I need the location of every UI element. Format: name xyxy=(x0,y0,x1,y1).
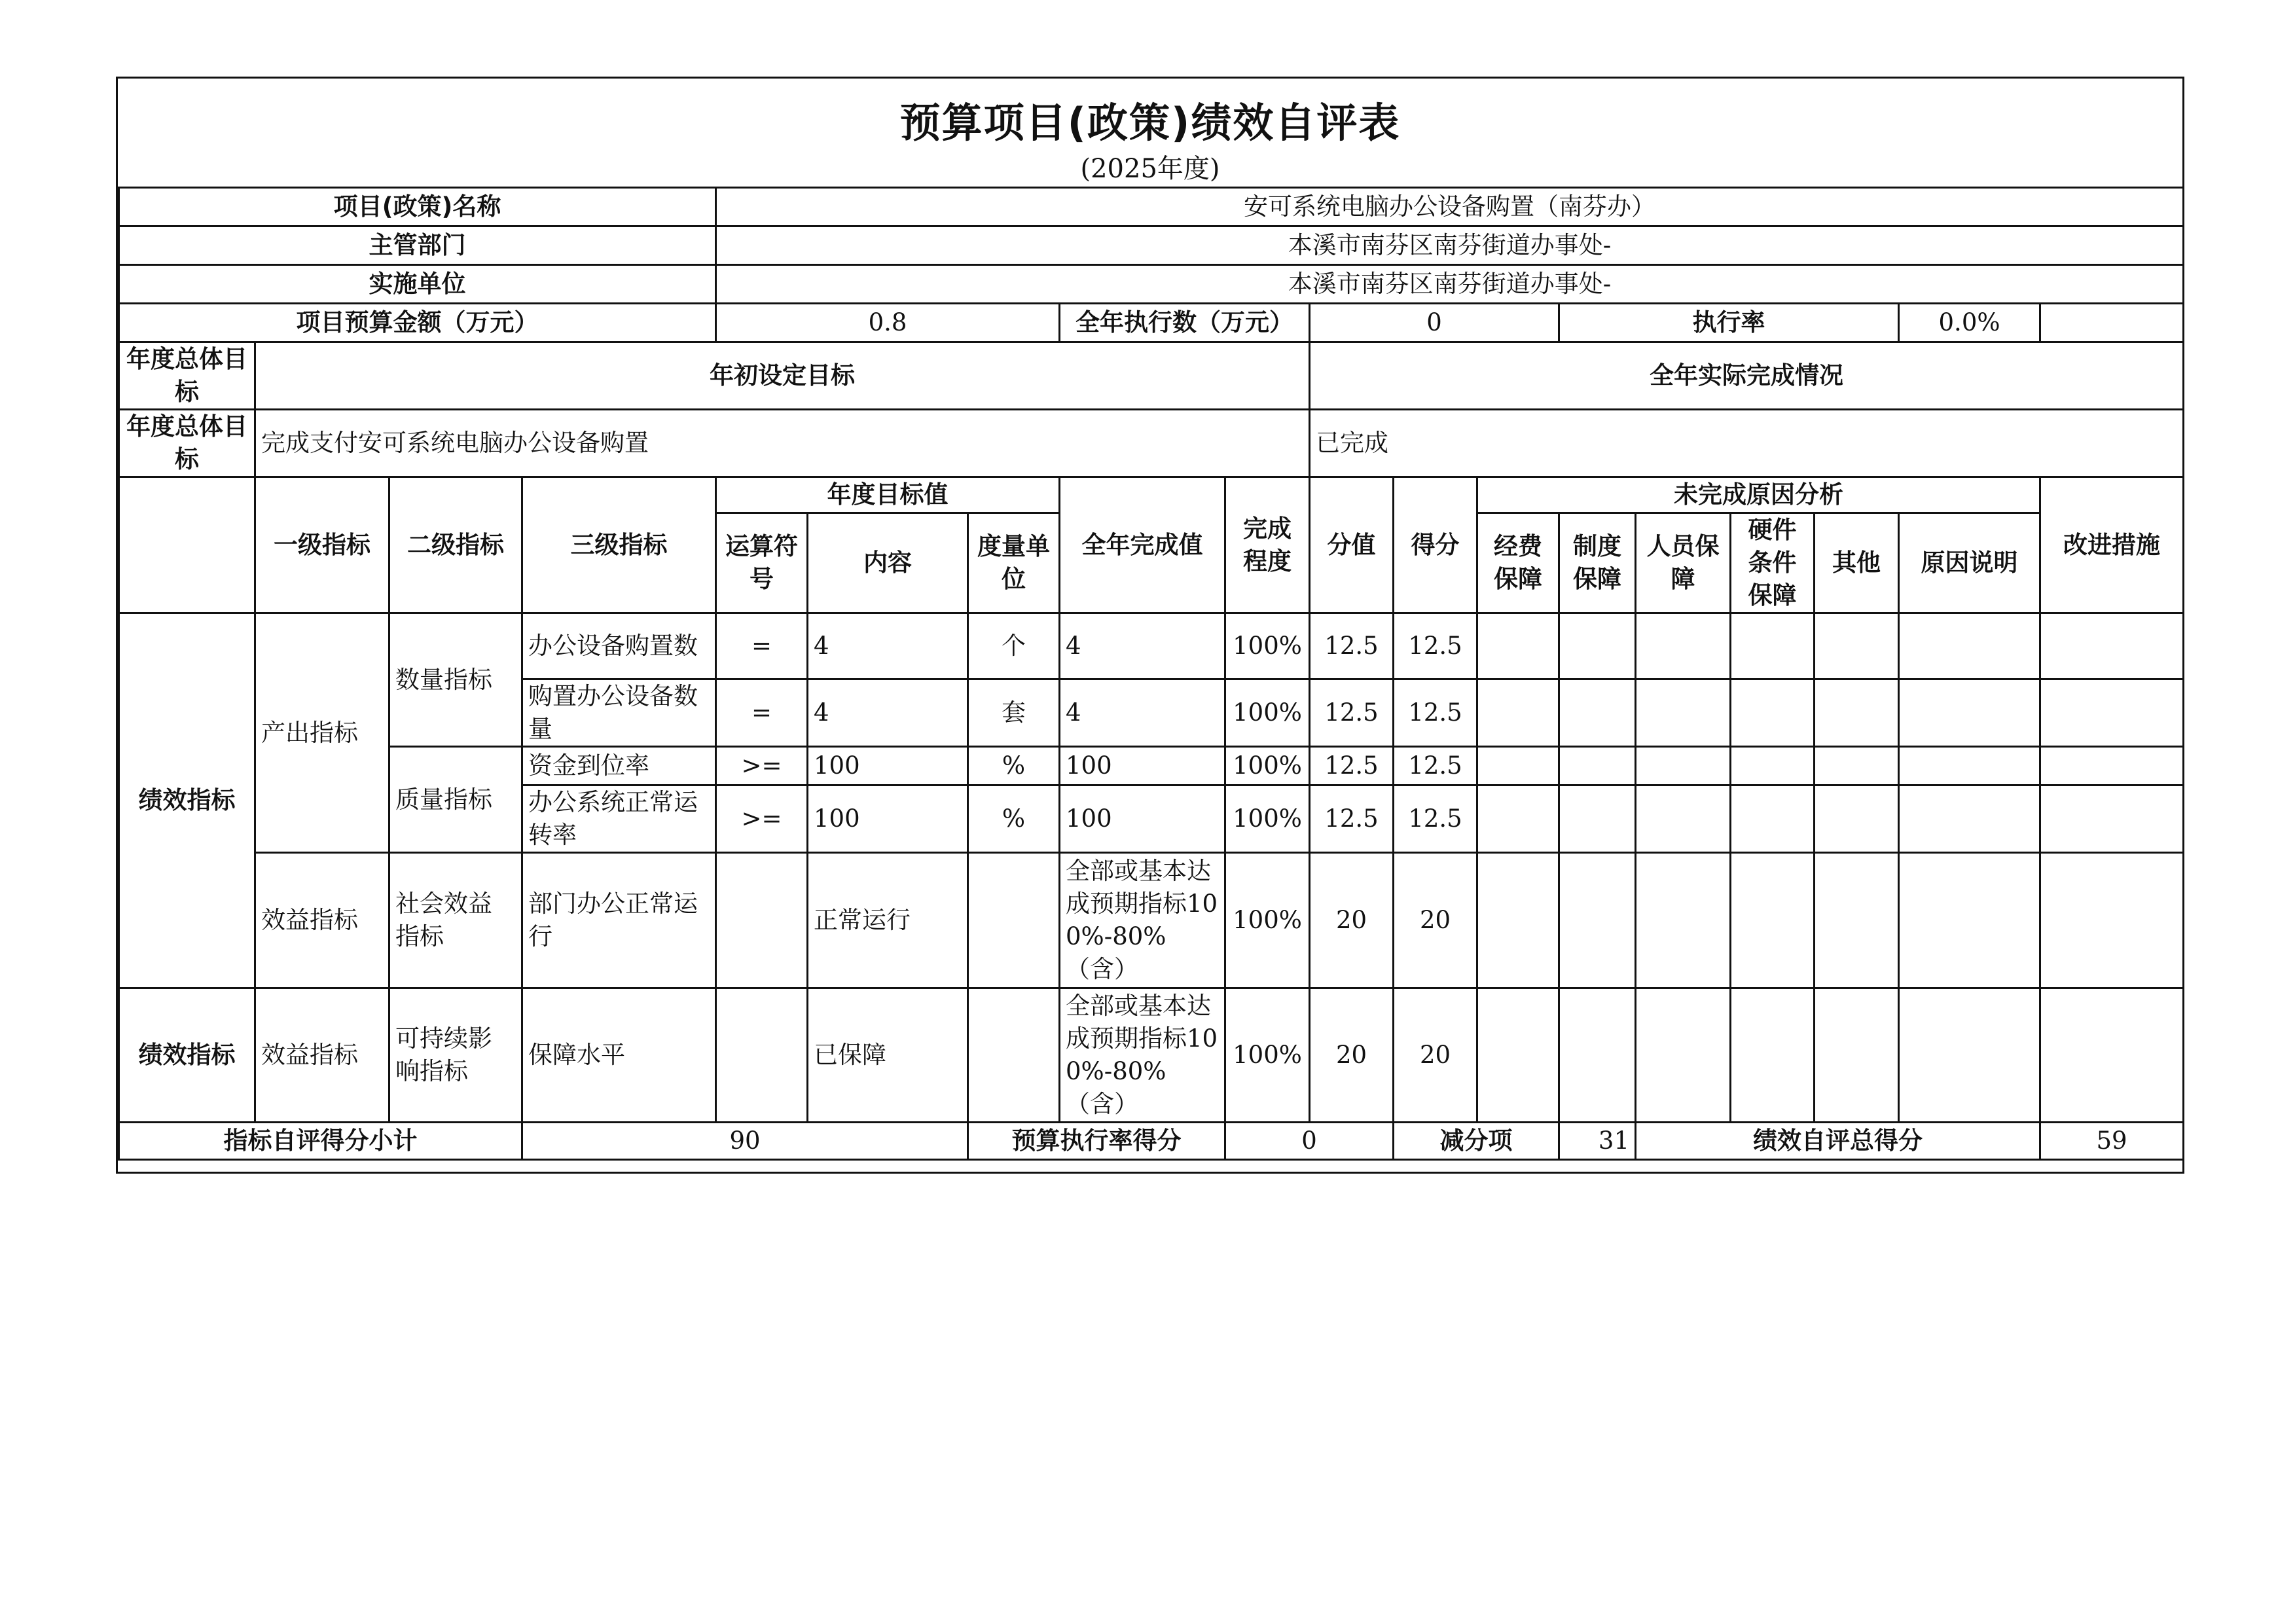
quality-indicator-label: 质量指标 xyxy=(389,747,522,853)
table-row-score: 20 xyxy=(1394,988,1477,1123)
table-row-operator xyxy=(716,988,808,1123)
empty-cell xyxy=(1559,679,1636,747)
personnel-header: 人员保障 xyxy=(1636,513,1731,613)
evaluation-table xyxy=(118,187,2184,1161)
empty-cell xyxy=(1477,679,1559,747)
set-goal-header: 年初设定目标 xyxy=(255,342,1310,410)
actual-goal-value: 已完成 xyxy=(1310,410,2184,477)
perf-indicator-header-cell xyxy=(119,477,255,613)
empty-cell xyxy=(1731,613,1815,679)
table-row-operator: = xyxy=(716,679,808,747)
empty-cell xyxy=(1731,747,1815,785)
actual-goal-header: 全年实际完成情况 xyxy=(1310,342,2184,410)
table-row-unit xyxy=(968,853,1060,988)
project-name-label: 项目(政策)名称 xyxy=(119,188,716,226)
total-value: 59 xyxy=(2040,1123,2184,1160)
set-goal-value: 完成支付安可系统电脑办公设备购置 xyxy=(255,410,1310,477)
table-row-operator: = xyxy=(716,613,808,679)
reason-note-header: 原因说明 xyxy=(1899,513,2040,613)
table-row-unit: 套 xyxy=(968,679,1060,747)
table-row-completion: 100% xyxy=(1225,785,1310,853)
unit-value: 本溪市南芬区南芬街道办事处- xyxy=(716,265,2184,304)
empty-cell xyxy=(1731,785,1815,853)
table-row-score: 12.5 xyxy=(1394,613,1477,679)
exec-label: 全年执行数（万元） xyxy=(1060,304,1310,342)
empty-cell xyxy=(1815,988,1899,1123)
annual-target-header: 年度目标值 xyxy=(716,477,1060,513)
unit-header: 度量单位 xyxy=(968,513,1060,613)
empty-cell xyxy=(1731,853,1815,988)
table-row-score: 20 xyxy=(1394,853,1477,988)
empty-cell xyxy=(1477,988,1559,1123)
table-row-score-value: 12.5 xyxy=(1310,679,1394,747)
social-benefit-label: 社会效益指标 xyxy=(389,853,522,988)
empty-cell xyxy=(1815,853,1899,988)
subtotal-value: 90 xyxy=(522,1123,968,1160)
performance-self-evaluation-sheet xyxy=(116,77,2184,1174)
deduct-label: 减分项 xyxy=(1394,1123,1559,1160)
improvement-header: 改进措施 xyxy=(2040,477,2184,613)
table-row-completion: 100% xyxy=(1225,679,1310,747)
operator-header: 运算符号 xyxy=(716,513,808,613)
page-subtitle: (2025年度) xyxy=(1080,154,1220,184)
level3-header: 三级指标 xyxy=(522,477,716,613)
table-row-l3: 部门办公正常运行 xyxy=(522,853,716,988)
empty-cell xyxy=(2040,988,2184,1123)
budget-label: 项目预算金额（万元） xyxy=(119,304,716,342)
budget-score-label: 预算执行率得分 xyxy=(968,1123,1225,1160)
table-row-unit: 个 xyxy=(968,613,1060,679)
empty-cell xyxy=(1899,679,2040,747)
page-title: 预算项目(政策)绩效自评表 xyxy=(899,99,1401,147)
empty-cell xyxy=(1899,613,2040,679)
table-row-l3: 办公设备购置数 xyxy=(522,613,716,679)
table-row-unit: % xyxy=(968,747,1060,785)
table-row-operator xyxy=(716,853,808,988)
quantity-indicator-label: 数量指标 xyxy=(389,613,522,747)
table-row-content: 正常运行 xyxy=(808,853,968,988)
dept-value: 本溪市南芬区南芬街道办事处- xyxy=(716,226,2184,265)
empty-cell xyxy=(1477,613,1559,679)
empty-cell xyxy=(1559,785,1636,853)
dept-label: 主管部门 xyxy=(119,226,716,265)
empty-cell xyxy=(1815,679,1899,747)
table-row-actual: 100 xyxy=(1060,747,1225,785)
rate-label: 执行率 xyxy=(1559,304,1899,342)
budget-value: 0.8 xyxy=(716,304,1060,342)
table-row-actual: 4 xyxy=(1060,613,1225,679)
table-row-score-value: 12.5 xyxy=(1310,613,1394,679)
empty-cell xyxy=(1477,747,1559,785)
table-row-l3: 保障水平 xyxy=(522,988,716,1123)
empty-cell xyxy=(1636,853,1731,988)
empty-cell xyxy=(1731,679,1815,747)
empty-cell xyxy=(1559,988,1636,1123)
empty-cell xyxy=(1636,785,1731,853)
table-row-score: 12.5 xyxy=(1394,679,1477,747)
table-row-l3: 购置办公设备数量 xyxy=(522,679,716,747)
annual-goal-label: 年度总体目标 xyxy=(119,342,255,410)
subtotal-label: 指标自评得分小计 xyxy=(119,1123,522,1160)
empty-cell xyxy=(1636,613,1731,679)
table-row-actual: 全部或基本达成预期指标100%-80%（含） xyxy=(1060,988,1225,1123)
benefit-indicator-label: 效益指标 xyxy=(255,988,389,1123)
exec-value: 0 xyxy=(1310,304,1559,342)
table-row-completion: 100% xyxy=(1225,988,1310,1123)
empty-cell xyxy=(1899,853,2040,988)
table-row-score: 12.5 xyxy=(1394,747,1477,785)
empty-cell xyxy=(1636,747,1731,785)
table-row-actual: 100 xyxy=(1060,785,1225,853)
perf-indicator-group-label: 绩效指标 xyxy=(119,988,255,1123)
empty-cell xyxy=(1899,988,2040,1123)
output-indicator-label: 产出指标 xyxy=(255,613,389,853)
empty-cell xyxy=(1731,988,1815,1123)
table-row-score-value: 12.5 xyxy=(1310,785,1394,853)
table-row-score-value: 20 xyxy=(1310,988,1394,1123)
table-row-content: 100 xyxy=(808,747,968,785)
table-row-l3: 资金到位率 xyxy=(522,747,716,785)
level1-header: 一级指标 xyxy=(255,477,389,613)
total-label: 绩效自评总得分 xyxy=(1636,1123,2040,1160)
table-row-unit: % xyxy=(968,785,1060,853)
table-row-score: 12.5 xyxy=(1394,785,1477,853)
empty-cell xyxy=(1899,747,2040,785)
table-row-content: 100 xyxy=(808,785,968,853)
empty-cell xyxy=(2040,679,2184,747)
empty-cell xyxy=(2040,785,2184,853)
deduct-value: 31 xyxy=(1559,1123,1636,1160)
unit-label: 实施单位 xyxy=(119,265,716,304)
score-value-header: 分值 xyxy=(1310,477,1394,613)
table-row-completion: 100% xyxy=(1225,613,1310,679)
sustain-indicator-label: 可持续影响指标 xyxy=(389,988,522,1123)
system-header: 制度保障 xyxy=(1559,513,1636,613)
table-row-score-value: 12.5 xyxy=(1310,747,1394,785)
empty-cell xyxy=(1899,785,2040,853)
reason-analysis-header: 未完成原因分析 xyxy=(1477,477,2040,513)
empty-cell xyxy=(1636,988,1731,1123)
table-row-completion: 100% xyxy=(1225,853,1310,988)
funding-header: 经费保障 xyxy=(1477,513,1559,613)
hardware-header: 硬件条件保障 xyxy=(1731,513,1815,613)
table-row-actual: 4 xyxy=(1060,679,1225,747)
empty-cell xyxy=(1636,679,1731,747)
completion-header: 完成程度 xyxy=(1225,477,1310,613)
annual-goal-label: 年度总体目标 xyxy=(119,410,255,477)
table-row-content: 4 xyxy=(808,679,968,747)
empty-cell xyxy=(1559,853,1636,988)
level2-header: 二级指标 xyxy=(389,477,522,613)
table-row-content: 已保障 xyxy=(808,988,968,1123)
table-row-completion: 100% xyxy=(1225,747,1310,785)
project-name-value: 安可系统电脑办公设备购置（南芬办） xyxy=(716,188,2184,226)
empty-cell xyxy=(1815,613,1899,679)
empty-cell xyxy=(2040,853,2184,988)
empty-cell xyxy=(1815,747,1899,785)
empty-cell xyxy=(1477,785,1559,853)
table-row-score-value: 20 xyxy=(1310,853,1394,988)
table-row-operator: >= xyxy=(716,747,808,785)
annual-actual-header: 全年完成值 xyxy=(1060,477,1225,613)
budget-score-value: 0 xyxy=(1225,1123,1394,1160)
empty-cell xyxy=(1815,785,1899,853)
empty-cell xyxy=(1559,613,1636,679)
table-row-operator: >= xyxy=(716,785,808,853)
empty-cell xyxy=(2040,747,2184,785)
content-header: 内容 xyxy=(808,513,968,613)
empty-cell xyxy=(1559,747,1636,785)
score-header: 得分 xyxy=(1394,477,1477,613)
empty-cell xyxy=(2040,613,2184,679)
table-row-unit xyxy=(968,988,1060,1123)
benefit-indicator-label: 效益指标 xyxy=(255,853,389,988)
rate-value: 0.0% xyxy=(1899,304,2040,342)
table-row-actual: 全部或基本达成预期指标100%-80%（含） xyxy=(1060,853,1225,988)
empty-cell xyxy=(1477,853,1559,988)
table-row-l3: 办公系统正常运转率 xyxy=(522,785,716,853)
perf-indicator-group-label: 绩效指标 xyxy=(119,613,255,988)
other-header: 其他 xyxy=(1815,513,1899,613)
table-row-content: 4 xyxy=(808,613,968,679)
